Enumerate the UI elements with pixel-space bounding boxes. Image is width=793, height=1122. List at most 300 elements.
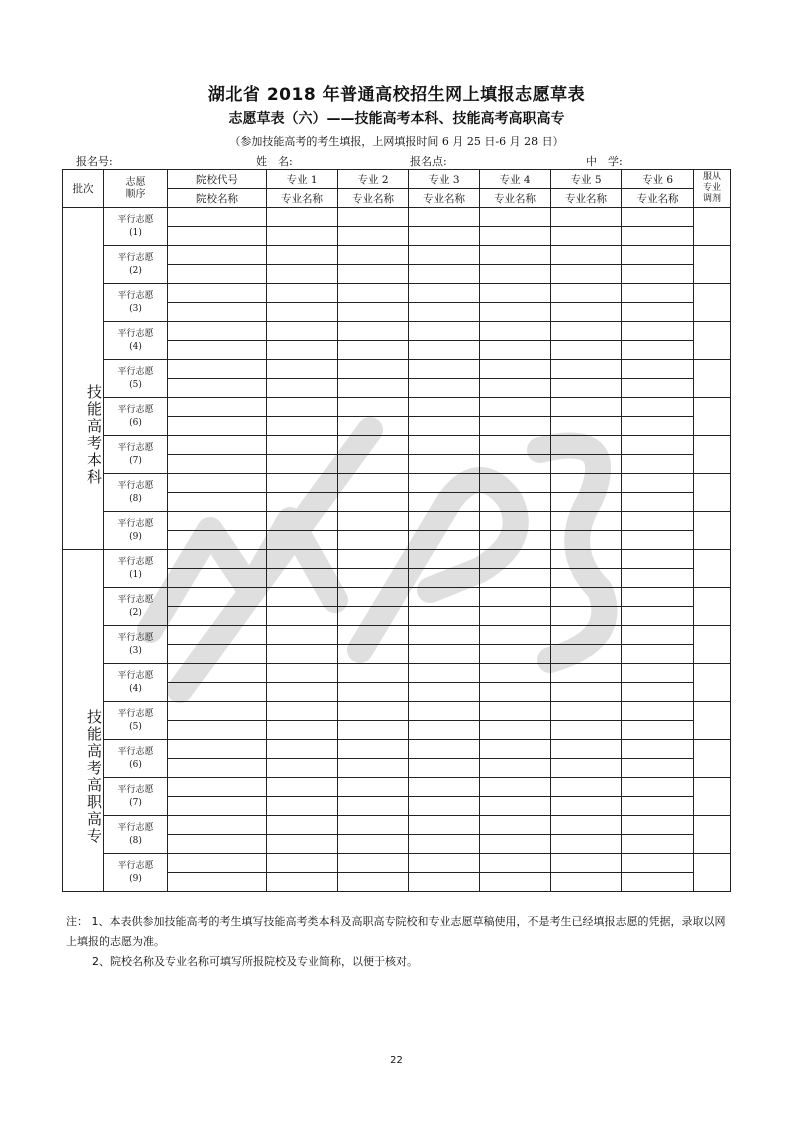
school-name-cell[interactable] [168,379,267,398]
major-code-cell[interactable] [338,778,409,797]
table-row [63,284,731,303]
table-row [63,436,731,455]
major-name-cell[interactable] [551,303,622,322]
choice-order-number: (9) [129,531,142,542]
major-code-cell[interactable] [409,398,480,417]
school-code-cell[interactable] [168,702,267,721]
major-code-cell[interactable] [409,436,480,455]
major-name-cell[interactable] [551,417,622,436]
header-major-5: 专业 5 [551,170,622,189]
major-code-cell[interactable] [622,360,694,379]
major-code-cell[interactable] [480,778,551,797]
major-name-cell[interactable] [409,455,480,474]
major-code-cell[interactable] [622,474,694,493]
major-name-cell[interactable] [622,303,694,322]
major-name-cell[interactable] [551,493,622,512]
fill-period-note: （参加技能高考的考生填报，上网填报时间 6 月 25 日-6 月 28 日） [229,135,564,148]
school-code-cell[interactable] [168,284,267,303]
major-name-cell[interactable] [480,759,551,778]
major-code-cell[interactable] [409,664,480,683]
major-code-cell[interactable] [551,398,622,417]
major-name-cell[interactable] [480,873,551,892]
follow-adjust-cell[interactable] [694,398,731,436]
major-name-cell[interactable] [622,607,694,626]
major-name-cell[interactable] [622,873,694,892]
school-name-cell[interactable] [168,759,267,778]
major-name-cell[interactable] [622,569,694,588]
major-code-cell[interactable] [480,664,551,683]
school-name-cell[interactable] [168,835,267,854]
major-code-cell[interactable] [622,322,694,341]
major-name-cell[interactable] [409,835,480,854]
major-name-cell[interactable] [267,683,338,702]
major-name-cell[interactable] [267,341,338,360]
major-name-cell[interactable] [480,569,551,588]
major-name-cell[interactable] [551,379,622,398]
major-code-cell[interactable] [551,550,622,569]
major-name-cell[interactable] [551,721,622,740]
major-code-cell[interactable] [267,436,338,455]
major-code-cell[interactable] [622,588,694,607]
major-code-cell[interactable] [338,588,409,607]
major-name-cell[interactable] [480,455,551,474]
school-code-cell[interactable] [168,778,267,797]
major-name-cell[interactable] [480,721,551,740]
follow-adjust-cell[interactable] [694,626,731,664]
major-name-cell[interactable] [409,379,480,398]
major-code-cell[interactable] [551,664,622,683]
follow-adjust-cell[interactable] [694,740,731,778]
major-code-cell[interactable] [338,626,409,645]
major-code-cell[interactable] [480,816,551,835]
follow-adjust-cell[interactable] [694,360,731,398]
major-code-cell[interactable] [551,588,622,607]
major-name-cell[interactable] [409,873,480,892]
major-code-cell[interactable] [409,588,480,607]
major-code-cell[interactable] [622,284,694,303]
major-name-cell[interactable] [338,227,409,246]
school-code-cell[interactable] [168,246,267,265]
major-code-cell[interactable] [622,512,694,531]
major-code-cell[interactable] [551,816,622,835]
major-name-cell[interactable] [551,455,622,474]
school-name-cell[interactable] [168,645,267,664]
major-code-cell[interactable] [338,816,409,835]
school-code-cell[interactable] [168,816,267,835]
major-code-cell[interactable] [267,398,338,417]
school-code-cell[interactable] [168,588,267,607]
major-code-cell[interactable] [409,740,480,759]
major-name-cell[interactable] [551,759,622,778]
major-code-cell[interactable] [338,512,409,531]
major-code-cell[interactable] [551,740,622,759]
major-name-cell[interactable] [267,645,338,664]
major-name-cell[interactable] [622,683,694,702]
major-name-cell[interactable] [409,531,480,550]
major-code-cell[interactable] [338,360,409,379]
major-name-cell[interactable] [267,759,338,778]
major-name-cell[interactable] [338,721,409,740]
major-name-cell[interactable] [267,873,338,892]
major-code-cell[interactable] [409,512,480,531]
follow-adjust-cell[interactable] [694,854,731,892]
school-name-cell[interactable] [168,797,267,816]
major-name-cell[interactable] [409,569,480,588]
follow-adjust-cell[interactable] [694,816,731,854]
major-name-cell[interactable] [622,759,694,778]
major-code-cell[interactable] [338,208,409,227]
major-code-cell[interactable] [409,626,480,645]
major-code-cell[interactable] [551,702,622,721]
major-code-cell[interactable] [551,360,622,379]
follow-adjust-cell[interactable] [694,436,731,474]
major-name-cell[interactable] [338,759,409,778]
choice-order-number: (3) [129,645,142,656]
major-code-cell[interactable] [409,702,480,721]
major-code-cell[interactable] [267,778,338,797]
major-code-cell[interactable] [338,322,409,341]
major-code-cell[interactable] [622,778,694,797]
major-code-cell[interactable] [480,550,551,569]
major-name-cell[interactable] [480,607,551,626]
school-code-cell[interactable] [168,854,267,873]
major-code-cell[interactable] [551,436,622,455]
major-name-cell[interactable] [480,797,551,816]
major-name-cell[interactable] [409,303,480,322]
major-name-cell[interactable] [338,607,409,626]
major-name-cell[interactable] [409,759,480,778]
major-name-cell[interactable] [267,303,338,322]
major-name-cell[interactable] [622,797,694,816]
major-name-cell[interactable] [338,303,409,322]
major-name-cell[interactable] [338,835,409,854]
major-name-cell[interactable] [267,531,338,550]
major-code-cell[interactable] [409,816,480,835]
page-title: 湖北省 2018 年普通高校招生网上填报志愿草表 [207,85,586,105]
major-name-cell[interactable] [267,721,338,740]
choice-order [104,854,168,892]
school-name-cell[interactable] [168,531,267,550]
major-code-cell[interactable] [409,474,480,493]
school-name-cell[interactable] [168,683,267,702]
major-code-cell[interactable] [622,854,694,873]
school-name-cell[interactable] [168,227,267,246]
batch-label: 技能高考本科 [63,208,104,550]
major-name-cell[interactable] [338,683,409,702]
school-name-cell[interactable] [168,607,267,626]
major-code-cell[interactable] [480,284,551,303]
major-name-cell[interactable] [480,379,551,398]
major-code-cell[interactable] [338,740,409,759]
major-code-cell[interactable] [267,816,338,835]
major-name-cell[interactable] [409,417,480,436]
follow-adjust-cell[interactable] [694,208,731,246]
major-name-cell[interactable] [338,455,409,474]
school-name-cell[interactable] [168,569,267,588]
major-name-cell[interactable] [622,645,694,664]
major-code-cell[interactable] [267,284,338,303]
major-code-cell[interactable] [338,474,409,493]
major-code-cell[interactable] [480,512,551,531]
major-code-cell[interactable] [480,626,551,645]
major-name-cell[interactable] [551,531,622,550]
major-code-cell[interactable] [480,588,551,607]
major-code-cell[interactable] [551,284,622,303]
follow-adjust-cell[interactable] [694,474,731,512]
major-code-cell[interactable] [338,398,409,417]
major-name-cell[interactable] [480,645,551,664]
follow-adjust-cell[interactable] [694,284,731,322]
choice-order-number: (8) [129,835,142,846]
header-order [104,170,168,208]
follow-adjust-cell[interactable] [694,512,731,550]
major-code-cell[interactable] [551,246,622,265]
major-code-cell[interactable] [622,664,694,683]
major-code-cell[interactable] [409,778,480,797]
major-code-cell[interactable] [409,360,480,379]
major-name-cell[interactable] [267,607,338,626]
major-name-cell[interactable] [551,645,622,664]
major-name-cell[interactable] [338,531,409,550]
school-code-cell[interactable] [168,550,267,569]
header-follow-2: 专业 [702,183,721,193]
school-name-cell[interactable] [168,303,267,322]
major-name-cell[interactable] [338,645,409,664]
major-name-cell[interactable] [409,721,480,740]
school-label: 中 学: [586,155,623,168]
major-code-cell[interactable] [551,208,622,227]
major-name-cell[interactable] [267,569,338,588]
major-name-cell[interactable] [622,341,694,360]
major-code-cell[interactable] [409,550,480,569]
major-name-cell[interactable] [338,493,409,512]
major-name-cell[interactable] [338,417,409,436]
major-name-cell[interactable] [622,531,694,550]
follow-adjust-cell[interactable] [694,702,731,740]
major-name-cell[interactable] [551,607,622,626]
major-name-cell[interactable] [409,265,480,284]
follow-adjust-cell[interactable] [694,246,731,284]
major-code-cell[interactable] [409,208,480,227]
major-code-cell[interactable] [267,474,338,493]
major-code-cell[interactable] [551,512,622,531]
major-name-cell[interactable] [622,493,694,512]
choice-order [104,778,168,816]
choice-order-label: 平行志愿 [117,442,154,453]
school-code-cell[interactable] [168,398,267,417]
major-code-cell[interactable] [267,550,338,569]
school-name-cell[interactable] [168,873,267,892]
major-code-cell[interactable] [338,436,409,455]
major-name-cell[interactable] [338,873,409,892]
choice-order [104,398,168,436]
school-code-cell[interactable] [168,512,267,531]
major-code-cell[interactable] [267,360,338,379]
major-name-cell[interactable] [480,265,551,284]
major-name-cell[interactable] [480,835,551,854]
major-name-cell[interactable] [267,417,338,436]
major-name-cell[interactable] [267,227,338,246]
major-name-cell[interactable] [338,265,409,284]
major-code-cell[interactable] [338,854,409,873]
major-name-cell[interactable] [267,379,338,398]
major-code-cell[interactable] [551,626,622,645]
major-code-cell[interactable] [480,740,551,759]
major-code-cell[interactable] [267,626,338,645]
major-name-cell[interactable] [622,455,694,474]
school-name-cell[interactable] [168,721,267,740]
major-code-cell[interactable] [551,322,622,341]
major-name-cell[interactable] [409,493,480,512]
header-follow-1: 服从 [702,172,721,182]
choice-order-label: 平行志愿 [117,518,154,529]
major-name-cell[interactable] [338,569,409,588]
major-code-cell[interactable] [551,778,622,797]
major-code-cell[interactable] [622,816,694,835]
follow-adjust-cell[interactable] [694,778,731,816]
major-name-cell[interactable] [480,493,551,512]
major-code-cell[interactable] [267,322,338,341]
header-major-6: 专业 6 [622,170,694,189]
choice-order [104,208,168,246]
choice-order-label: 平行志愿 [117,480,154,491]
major-name-cell[interactable] [480,227,551,246]
choice-order [104,284,168,322]
major-code-cell[interactable] [622,740,694,759]
major-code-cell[interactable] [267,246,338,265]
choice-order-label: 平行志愿 [117,290,154,301]
major-name-cell[interactable] [480,531,551,550]
school-code-cell[interactable] [168,436,267,455]
follow-adjust-cell[interactable] [694,588,731,626]
school-name-cell[interactable] [168,417,267,436]
major-code-cell[interactable] [267,702,338,721]
major-code-cell[interactable] [551,854,622,873]
major-code-cell[interactable] [480,360,551,379]
major-name-cell[interactable] [267,493,338,512]
school-name-cell[interactable] [168,341,267,360]
major-name-cell[interactable] [338,797,409,816]
major-name-cell[interactable] [338,379,409,398]
major-name-cell[interactable] [551,873,622,892]
major-name-cell[interactable] [551,227,622,246]
major-name-cell[interactable] [409,797,480,816]
major-code-cell[interactable] [551,474,622,493]
major-code-cell[interactable] [622,550,694,569]
school-code-cell[interactable] [168,740,267,759]
major-code-cell[interactable] [480,702,551,721]
major-code-cell[interactable] [480,436,551,455]
major-code-cell[interactable] [267,664,338,683]
major-name-cell[interactable] [267,455,338,474]
major-code-cell[interactable] [480,208,551,227]
major-code-cell[interactable] [622,626,694,645]
school-code-cell[interactable] [168,322,267,341]
major-code-cell[interactable] [338,702,409,721]
major-code-cell[interactable] [267,208,338,227]
major-code-cell[interactable] [409,322,480,341]
major-name-cell[interactable] [622,265,694,284]
major-name-cell[interactable] [622,227,694,246]
major-name-cell[interactable] [267,797,338,816]
school-code-cell[interactable] [168,360,267,379]
major-name-cell[interactable] [409,227,480,246]
major-name-cell[interactable] [622,721,694,740]
major-name-cell[interactable] [551,683,622,702]
major-code-cell[interactable] [267,854,338,873]
major-code-cell[interactable] [409,284,480,303]
follow-adjust-cell[interactable] [694,664,731,702]
school-code-cell[interactable] [168,664,267,683]
major-code-cell[interactable] [480,322,551,341]
choice-order-number: (6) [129,417,142,428]
major-name-cell[interactable] [409,645,480,664]
school-name-cell[interactable] [168,493,267,512]
major-code-cell[interactable] [480,246,551,265]
choice-order-number: (1) [129,569,142,580]
major-name-cell[interactable] [267,265,338,284]
major-name-cell[interactable] [409,341,480,360]
major-name-cell[interactable] [551,797,622,816]
major-code-cell[interactable] [267,512,338,531]
school-code-cell[interactable] [168,474,267,493]
major-name-cell[interactable] [480,341,551,360]
major-code-cell[interactable] [267,588,338,607]
table-row [63,588,731,607]
choice-order-label: 平行志愿 [117,632,154,643]
major-code-cell[interactable] [480,474,551,493]
major-code-cell[interactable] [338,284,409,303]
major-code-cell[interactable] [267,740,338,759]
major-code-cell[interactable] [338,664,409,683]
choice-order-number: (4) [129,341,142,352]
major-code-cell[interactable] [338,550,409,569]
school-name-cell[interactable] [168,265,267,284]
choice-order [104,550,168,588]
major-name-cell[interactable] [480,303,551,322]
major-code-cell[interactable] [338,246,409,265]
follow-adjust-cell[interactable] [694,550,731,588]
major-name-cell[interactable] [622,835,694,854]
major-name-cell[interactable] [409,607,480,626]
major-code-cell[interactable] [622,436,694,455]
major-code-cell[interactable] [409,246,480,265]
major-name-cell[interactable] [480,417,551,436]
major-code-cell[interactable] [480,398,551,417]
choice-order [104,246,168,284]
major-name-cell[interactable] [409,683,480,702]
major-name-cell[interactable] [622,417,694,436]
major-name-cell[interactable] [480,683,551,702]
major-name-cell[interactable] [551,569,622,588]
major-code-cell[interactable] [622,208,694,227]
school-name-cell[interactable] [168,455,267,474]
major-code-cell[interactable] [622,246,694,265]
major-name-cell[interactable] [622,379,694,398]
school-code-cell[interactable] [168,626,267,645]
major-code-cell[interactable] [480,854,551,873]
major-code-cell[interactable] [622,702,694,721]
major-name-cell[interactable] [338,341,409,360]
major-code-cell[interactable] [622,398,694,417]
major-code-cell[interactable] [409,854,480,873]
follow-adjust-cell[interactable] [694,322,731,360]
major-name-cell[interactable] [551,835,622,854]
major-name-cell[interactable] [267,835,338,854]
major-name-cell[interactable] [551,265,622,284]
major-name-cell[interactable] [551,341,622,360]
school-code-cell[interactable] [168,208,267,227]
